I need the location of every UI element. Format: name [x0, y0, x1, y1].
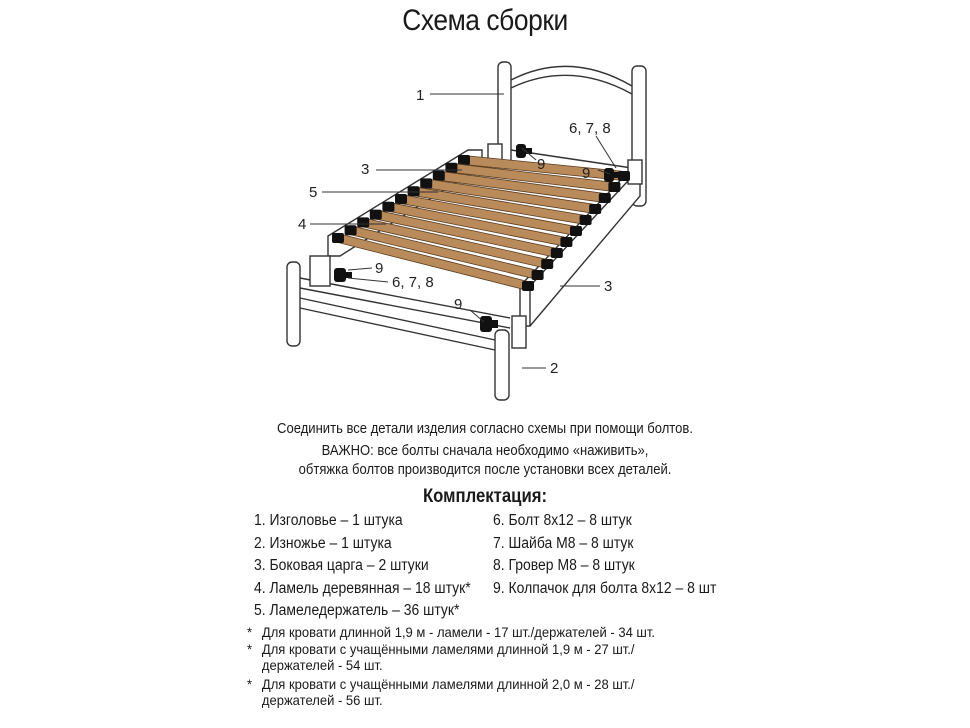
- kit-list-left: [254, 510, 495, 623]
- callout-3-left: 3: [361, 161, 370, 178]
- footnote-continuation: [247, 657, 655, 674]
- slat-holder-left: [433, 171, 445, 181]
- callout-1: 1: [416, 87, 425, 104]
- slat-holder-right: [599, 193, 611, 203]
- slat-holder-right: [522, 281, 534, 291]
- callout-9-top-a: 9: [537, 156, 546, 173]
- callout-2: 2: [550, 360, 559, 377]
- callout-6-7-8-top: 6, 7, 8: [569, 120, 611, 137]
- slat-holder-left: [445, 163, 457, 173]
- kit-item: 2. Изножье – 1 штука: [254, 534, 392, 552]
- slat-holder-left: [370, 210, 382, 220]
- kit-item: 4. Ламель деревянная – 18 штук*: [254, 579, 471, 597]
- footnote-text: держателей - 54 шт.: [261, 657, 383, 673]
- slat-holder-right: [608, 182, 620, 192]
- callout-4: 4: [298, 216, 307, 233]
- footnote-star: *: [247, 640, 253, 657]
- footnote-text: держателей - 56 шт.: [261, 692, 383, 708]
- slat-holder-left: [408, 186, 420, 196]
- footnote-text: Для кровати с учащёнными ламелями длинной 2,0 м - 28 шт./: [261, 675, 635, 692]
- slat-holder-right: [560, 237, 572, 247]
- footnotes: [247, 624, 686, 709]
- footnote-star: *: [247, 624, 253, 640]
- kit-title: Комплектация:: [422, 486, 548, 507]
- slat-holder-left: [458, 155, 470, 165]
- slat-holder-right: [541, 259, 553, 269]
- slat-holder-right: [551, 248, 563, 258]
- instruction-line-1: Соединить все детали изделия согласно схемы при помощи болтов.: [277, 421, 693, 437]
- slat-holder-left: [382, 202, 394, 212]
- slat-holder-right: [532, 270, 544, 280]
- kit-item: 1. Изголовье – 1 штука: [254, 512, 403, 529]
- footnote-star: *: [247, 675, 253, 692]
- slat-holder-left: [395, 194, 407, 204]
- callout-9-left: 9: [375, 260, 384, 277]
- footnote-continuation: [247, 692, 655, 709]
- slat-holder-right: [580, 215, 592, 225]
- kit-item: 6. Болт 8х12 – 8 штук: [493, 512, 632, 529]
- kit-item: 9. Колпачок для болта 8х12 – 8 шт: [493, 579, 717, 597]
- slat-holder-left: [357, 217, 369, 227]
- slat-holder-left: [420, 178, 432, 188]
- slat-holder-left: [345, 225, 357, 235]
- page-title: Схема сборки: [402, 4, 568, 37]
- slat-holder-right: [589, 204, 601, 214]
- kit-item: 8. Гровер М8 – 8 штук: [493, 557, 635, 574]
- bed-assembly-diagram: [0, 40, 970, 410]
- callout-5: 5: [309, 184, 318, 201]
- callout-6-7-8-left: 6, 7, 8: [392, 274, 434, 291]
- slat-holder-left: [332, 233, 344, 243]
- kit-item: 3. Боковая царга – 2 штуки: [254, 557, 429, 574]
- footnote: [247, 641, 655, 658]
- kit-list-right: [493, 510, 741, 600]
- instruction-line-2: ВАЖНО: все болты сначала необходимо «наживить»,: [321, 443, 649, 459]
- kit-item: 5. Ламеледержатель – 36 штук*: [254, 602, 460, 619]
- bolt-cluster-top-left: [516, 144, 532, 158]
- footnote-text: Для кровати с учащёнными ламелями длинной 1,9 м - 27 шт./: [261, 640, 635, 657]
- callout-3-right: 3: [604, 278, 613, 295]
- callout-9-top-b: 9: [582, 165, 591, 182]
- bolt-cluster-bottom: [480, 316, 498, 332]
- callout-9-bottom: 9: [454, 296, 463, 313]
- kit-item: 7. Шайба М8 – 8 штук: [493, 534, 634, 552]
- instruction-line-3: обтяжка болтов производится после установки всех деталей.: [298, 462, 672, 478]
- footnote-text: Для кровати длинной 1,9 м - ламели - 17 шт./держателей - 34 шт.: [261, 624, 656, 640]
- footnote: [247, 676, 655, 693]
- slat-holder-right: [570, 226, 582, 236]
- footnote: [247, 624, 655, 641]
